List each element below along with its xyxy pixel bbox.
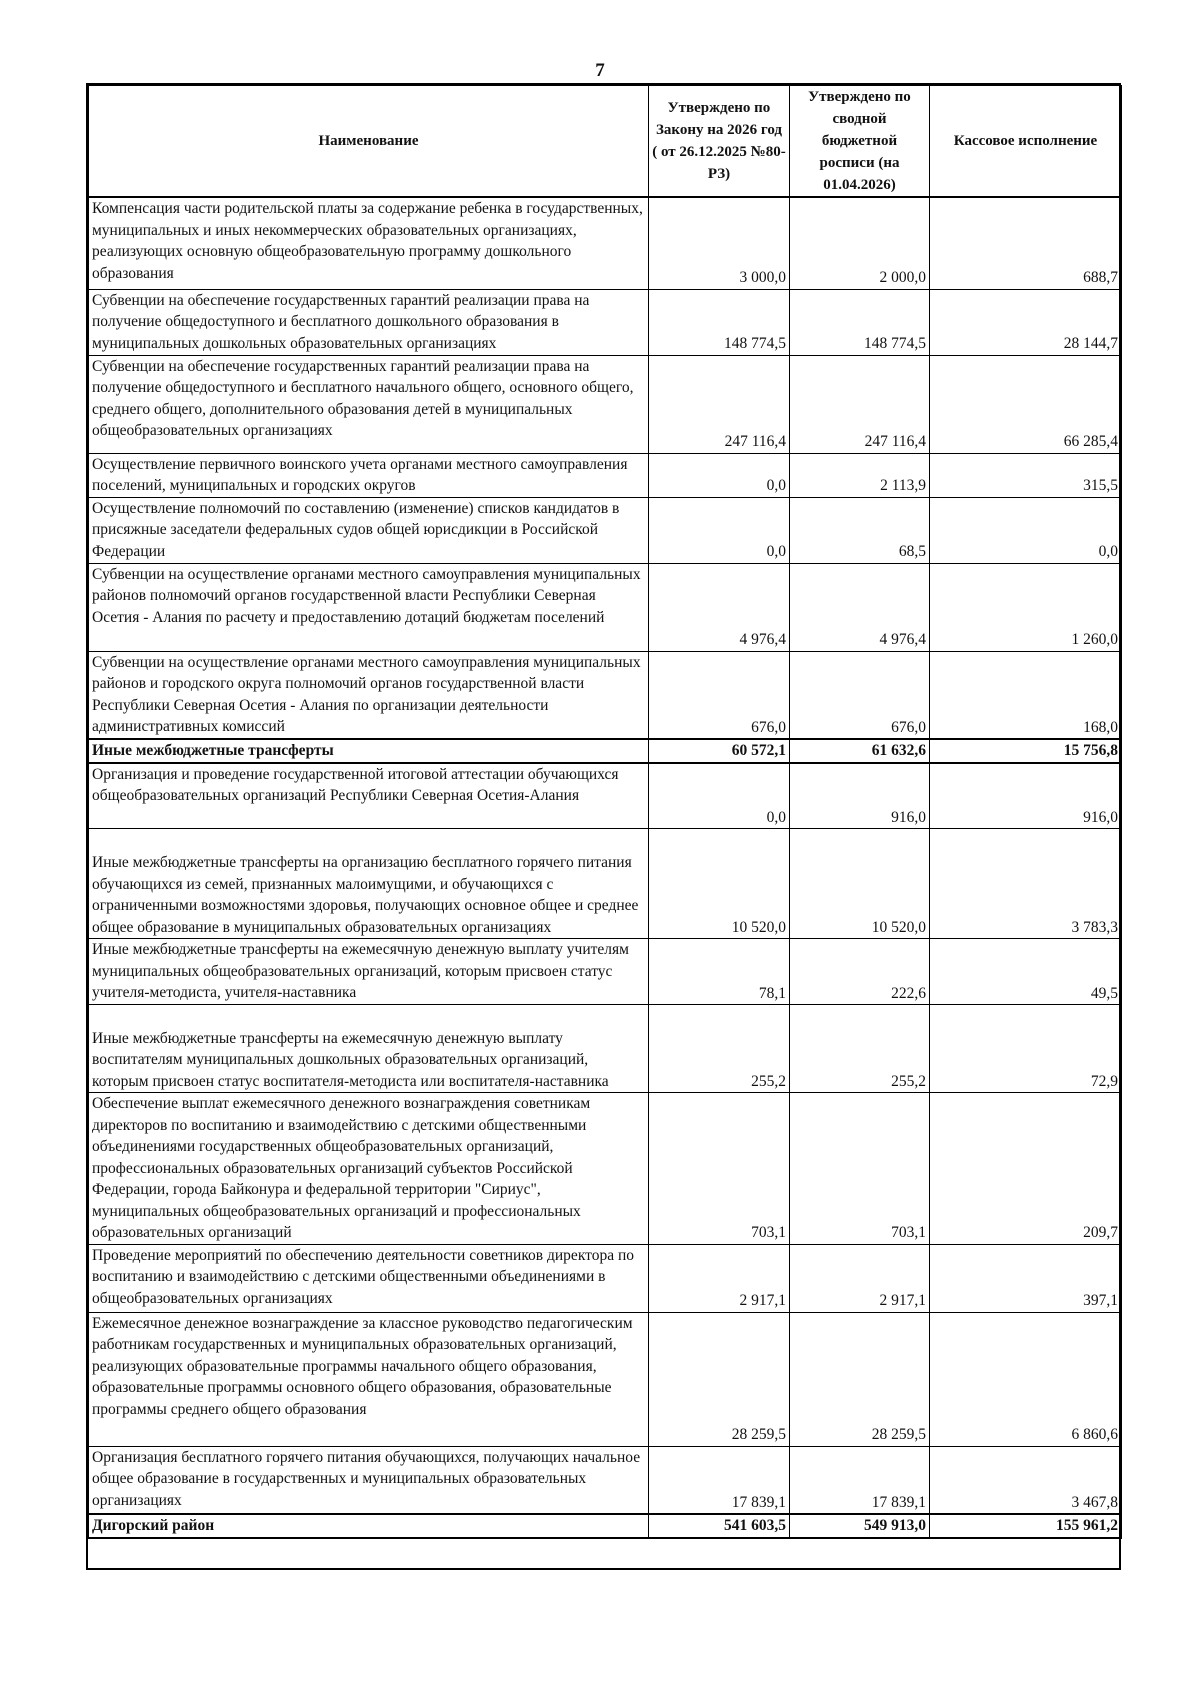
table-row: [89, 355, 1122, 453]
table-row: [89, 453, 1122, 497]
table-row: [89, 289, 1122, 355]
row-approved-law: 541 603,5: [649, 1514, 790, 1538]
header-cash: Кассовое исполнение: [930, 86, 1122, 198]
row-cash: 397,1: [930, 1244, 1122, 1312]
page-number: 7: [595, 60, 605, 81]
row-approved-law: 17 839,1: [649, 1446, 790, 1514]
row-approved-list: 17 839,1: [790, 1446, 930, 1514]
row-approved-list: 4 976,4: [790, 563, 930, 651]
row-approved-list: 222,6: [790, 939, 930, 1005]
row-cash: 209,7: [930, 1093, 1122, 1245]
row-approved-list: 247 116,4: [790, 355, 930, 453]
row-name: Ежемесячное денежное вознаграждение за классное руководство педагогическим работникам государственных и муниципальных образовательных организаций, реализующих образовательные программы начального общего образования, образовательные программы основного общего образования, образовательные программы среднего общего образования: [89, 1312, 649, 1446]
row-approved-law: 2 917,1: [649, 1244, 790, 1312]
row-name: Иные межбюджетные трансферты на организацию бесплатного горячего питания обучающихся из семей, признанных малоимущими, и обучающихся с ограниченными возможностями здоровья, получающих основное общее и среднее общее образование в муниципальных образовательных организациях: [89, 829, 649, 939]
row-cash: 0,0: [930, 497, 1122, 563]
row-name: Иные межбюджетные трансферты на ежемесячную денежную выплату воспитателям муниципальных дошкольных образовательных организаций, которым присвоен статус воспитателя-методиста или воспитателя-наставника: [89, 1005, 649, 1093]
row-approved-law: 78,1: [649, 939, 790, 1005]
table-row: [89, 1005, 1122, 1093]
row-name: Субвенции на обеспечение государственных гарантий реализации права на получение общедоступного и бесплатного начального общего, основного общего, среднего общего, дополнительного образования детей в муниципальных общеобразовательных организациях: [89, 355, 649, 453]
row-cash: 72,9: [930, 1005, 1122, 1093]
row-cash: 49,5: [930, 939, 1122, 1005]
row-approved-list: 68,5: [790, 497, 930, 563]
table-row: [89, 1244, 1122, 1312]
row-cash: 168,0: [930, 651, 1122, 739]
row-name: Обеспечение выплат ежемесячного денежного вознаграждения советникам директоров по воспитанию и взаимодействию с детскими общественными объединениями государственных общеобразовательных организаций, профессиональных образовательных организаций субъектов Российской Федерации, города Байконура и федеральной территории "Сириус", муниципальных общеобразовательных организаций и профессиональных образовательных организаций: [89, 1093, 649, 1245]
row-approved-law: 28 259,5: [649, 1312, 790, 1446]
row-cash: 28 144,7: [930, 289, 1122, 355]
table-header-row: [89, 86, 1122, 198]
row-name: Иные межбюджетные трансферты на ежемесячную денежную выплату учителям муниципальных общеобразовательных организаций, которым присвоен статус учителя-методиста, учителя-наставника: [89, 939, 649, 1005]
row-approved-list: 148 774,5: [790, 289, 930, 355]
row-approved-law: 60 572,1: [649, 739, 790, 763]
row-approved-list: 28 259,5: [790, 1312, 930, 1446]
row-cash: 315,5: [930, 453, 1122, 497]
row-cash: 688,7: [930, 197, 1122, 289]
row-approved-law: 255,2: [649, 1005, 790, 1093]
row-approved-list: 2 917,1: [790, 1244, 930, 1312]
row-cash: 1 260,0: [930, 563, 1122, 651]
row-approved-list: 703,1: [790, 1093, 930, 1245]
table-row: [89, 763, 1122, 829]
table-row: [89, 829, 1122, 939]
row-approved-law: 703,1: [649, 1093, 790, 1245]
row-approved-list: 676,0: [790, 651, 930, 739]
row-name: Дигорский район: [89, 1514, 649, 1538]
row-approved-law: 148 774,5: [649, 289, 790, 355]
table-row: [89, 651, 1122, 739]
row-cash: 155 961,2: [930, 1514, 1122, 1538]
row-approved-list: 255,2: [790, 1005, 930, 1093]
row-approved-law: 10 520,0: [649, 829, 790, 939]
row-cash: 3 467,8: [930, 1446, 1122, 1514]
row-cash: 6 860,6: [930, 1312, 1122, 1446]
row-cash: 916,0: [930, 763, 1122, 829]
table-row: [89, 1093, 1122, 1245]
total-row: [89, 1514, 1122, 1538]
row-name: Осуществление первичного воинского учета органами местного самоуправления поселений, муниципальных и городских округов: [89, 453, 649, 497]
subtotal-row: [89, 739, 1122, 763]
budget-table: [88, 85, 1122, 1539]
table-row: [89, 563, 1122, 651]
row-approved-law: 0,0: [649, 763, 790, 829]
row-approved-law: 0,0: [649, 453, 790, 497]
table-row: [89, 1446, 1122, 1514]
row-cash: 15 756,8: [930, 739, 1122, 763]
table-row: [89, 197, 1122, 289]
row-name: Иные межбюджетные трансферты: [89, 739, 649, 763]
header-name: Наименование: [89, 86, 649, 198]
header-approved-law: Утверждено по Закону на 2026 год ( от 26.12.2025 №80-РЗ): [649, 86, 790, 198]
row-approved-law: 0,0: [649, 497, 790, 563]
row-approved-list: 10 520,0: [790, 829, 930, 939]
row-approved-law: 676,0: [649, 651, 790, 739]
row-name: Организация и проведение государственной итоговой аттестации обучающихся общеобразовательных организаций Республики Северная Осетия-Алания: [89, 763, 649, 829]
row-name: Осуществление полномочий по составлению (изменение) списков кандидатов в присяжные заседатели федеральных судов общей юрисдикции в Российской Федерации: [89, 497, 649, 563]
table-row: [89, 939, 1122, 1005]
row-approved-list: 2 113,9: [790, 453, 930, 497]
row-name: Организация бесплатного горячего питания обучающихся, получающих начальное общее образование в государственных и муниципальных образовательных организациях: [89, 1446, 649, 1514]
row-approved-list: 61 632,6: [790, 739, 930, 763]
row-approved-law: 4 976,4: [649, 563, 790, 651]
row-approved-list: 2 000,0: [790, 197, 930, 289]
row-approved-law: 3 000,0: [649, 197, 790, 289]
header-approved-list: Утверждено по сводной бюджетной росписи (на 01.04.2026): [790, 86, 930, 198]
row-approved-law: 247 116,4: [649, 355, 790, 453]
row-approved-list: 916,0: [790, 763, 930, 829]
row-name: Проведение мероприятий по обеспечению деятельности советников директора по воспитанию и взаимодействию с детскими общественными объединениями в общеобразовательных организациях: [89, 1244, 649, 1312]
row-cash: 66 285,4: [930, 355, 1122, 453]
row-approved-list: 549 913,0: [790, 1514, 930, 1538]
row-name: Компенсация части родительской платы за содержание ребенка в государственных, муниципальных и иных некоммерческих образовательных организациях, реализующих основную общеобразовательную программу дошкольного образования: [89, 197, 649, 289]
row-name: Субвенции на осуществление органами местного самоуправления муниципальных районов полномочий органов государственной власти Республики Северная Осетия - Алания по расчету и предоставлению дотаций бюджетам поселений: [89, 563, 649, 651]
row-name: Субвенции на обеспечение государственных гарантий реализации права на получение общедоступного и бесплатного дошкольного образования в муниципальных дошкольных образовательных организациях: [89, 289, 649, 355]
row-cash: 3 783,3: [930, 829, 1122, 939]
row-name: Субвенции на осуществление органами местного самоуправления муниципальных районов и городского округа полномочий органов государственной власти Республики Северная Осетия - Алания по организации деятельности административных комиссий: [89, 651, 649, 739]
table-row: [89, 497, 1122, 563]
table-row: [89, 1312, 1122, 1446]
